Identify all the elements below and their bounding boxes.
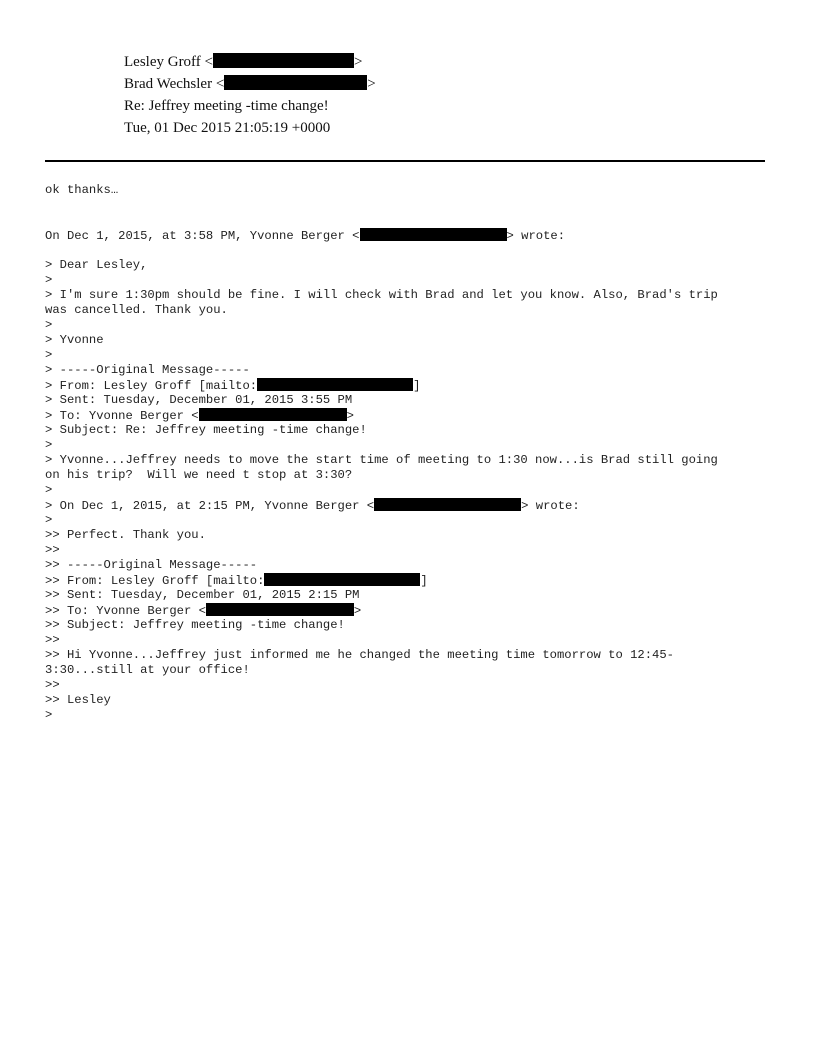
redaction-bar xyxy=(224,75,367,90)
redaction-bar xyxy=(360,228,507,241)
body-line: on his trip? Will we need t stop at 3:30? xyxy=(45,468,353,482)
body-line: >> xyxy=(45,543,60,557)
redaction-bar xyxy=(257,378,413,391)
body-line: >> -----Original Message----- xyxy=(45,558,258,572)
from-end: > xyxy=(354,54,363,70)
redaction-bar xyxy=(206,603,354,616)
body-line: > -----Original Message----- xyxy=(45,363,250,377)
body-line: >> Perfect. Thank you. xyxy=(45,528,206,542)
body-line: > xyxy=(45,438,53,452)
body-line: >> xyxy=(45,633,60,647)
body-line: > From: Lesley Groff [mailto: ] xyxy=(45,379,421,393)
body-line: >> Subject: Jeffrey meeting -time change! xyxy=(45,618,345,632)
email-body xyxy=(45,183,767,723)
body-line: > xyxy=(45,483,53,497)
body-line: On Dec 1, 2015, at 3:58 PM, Yvonne Berger < > wrote: xyxy=(45,229,566,243)
body-line: > Yvonne xyxy=(45,333,104,347)
header-divider xyxy=(45,160,765,162)
body-line: > xyxy=(45,348,53,362)
body-line: >> Hi Yvonne...Jeffrey just informed me he changed the meeting time tomorrow to 12:45- xyxy=(45,648,674,662)
body-line: >> From: Lesley Groff [mailto: ] xyxy=(45,574,428,588)
body-line: > On Dec 1, 2015, at 2:15 PM, Yvonne Berger < > wrote: xyxy=(45,499,580,513)
body-line: > Dear Lesley, xyxy=(45,258,148,272)
body-line: > I'm sure 1:30pm should be fine. I will check with Brad and let you know. Also, Brad's trip xyxy=(45,288,718,302)
redaction-bar xyxy=(264,573,420,586)
body-line: > Subject: Re: Jeffrey meeting -time change! xyxy=(45,423,367,437)
body-line: was cancelled. Thank you. xyxy=(45,303,228,317)
body-line: >> Lesley xyxy=(45,693,111,707)
body-line: 3:30...still at your office! xyxy=(45,663,250,677)
body-line: >> To: Yvonne Berger < > xyxy=(45,604,362,618)
body-line: >> Sent: Tuesday, December 01, 2015 2:15 PM xyxy=(45,588,360,602)
body-line: > To: Yvonne Berger < > xyxy=(45,409,354,423)
body-line: >> xyxy=(45,678,60,692)
body-line: > xyxy=(45,273,53,287)
body-line: ok thanks… xyxy=(45,183,119,197)
body-line: > Sent: Tuesday, December 01, 2015 3:55 PM xyxy=(45,393,353,407)
from-value: Lesley Groff < xyxy=(124,54,213,70)
date-value: Tue, 01 Dec 2015 21:05:19 +0000 xyxy=(124,120,331,136)
body-line: > xyxy=(45,318,53,332)
body-line: > xyxy=(45,513,53,527)
subject-value: Re: Jeffrey meeting -time change! xyxy=(124,98,329,114)
body-line: > xyxy=(45,708,53,722)
redaction-bar xyxy=(199,408,347,421)
to-value: Brad Wechsler < xyxy=(124,76,225,92)
redaction-bar xyxy=(374,498,521,511)
redaction-bar xyxy=(213,53,354,68)
body-line: > Yvonne...Jeffrey needs to move the start time of meeting to 1:30 now...is Brad still going xyxy=(45,453,718,467)
to-end: > xyxy=(367,76,376,92)
